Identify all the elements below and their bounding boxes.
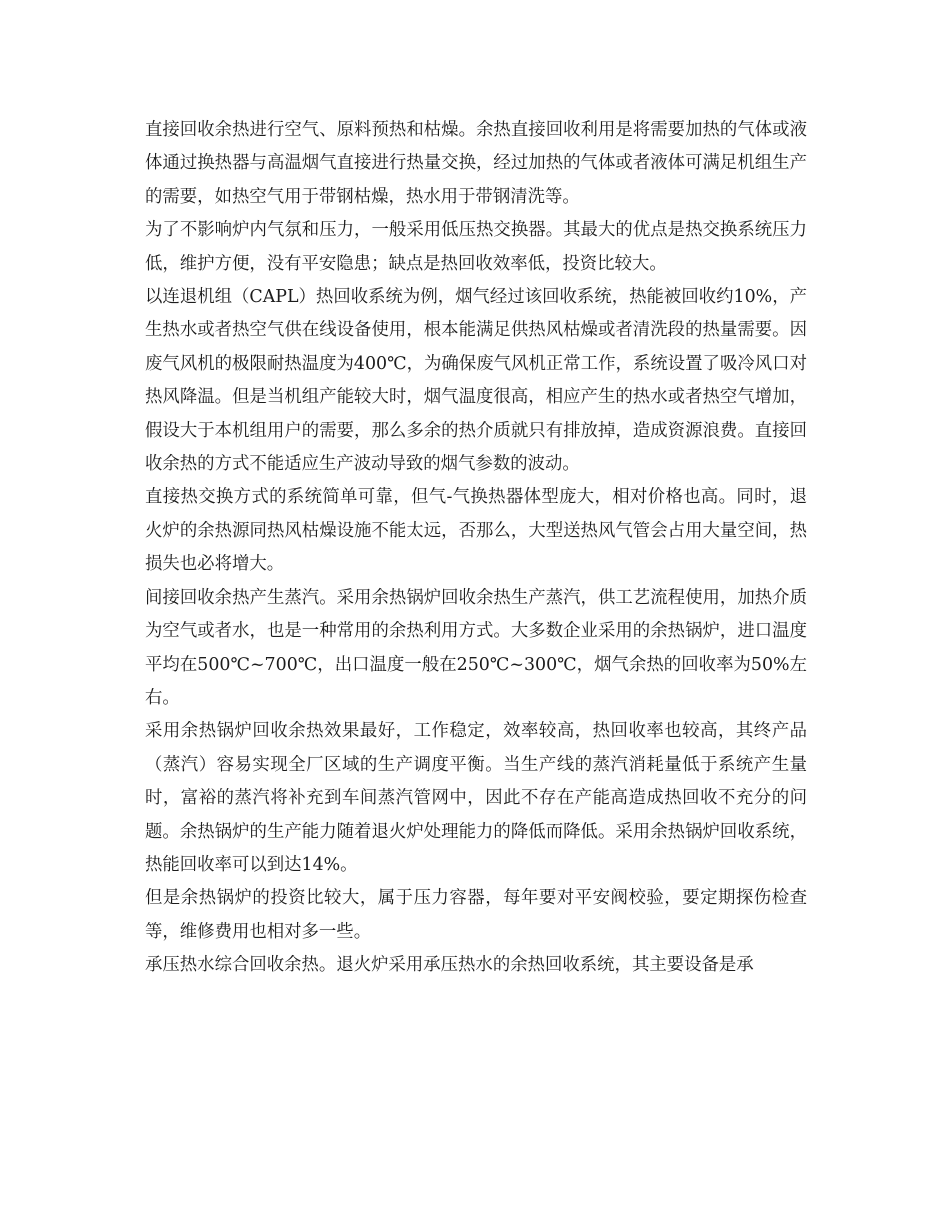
paragraph-direct-exchange-drawbacks: 直接热交换方式的系统简单可靠，但气-气换热器体型庞大，相对价格也高。同时，退火炉的余热源同热风枯燥设施不能太远，否那么，大型送热风气管会占用大量空间，热损失也必将增大。 (145, 487, 807, 575)
paragraph-indirect-steam: 间接回收余热产生蒸汽。采用余热锅炉回收余热生产蒸汽，供工艺流程使用，加热介质为空气或者水，也是一种常用的余热利用方式。大多数企业采用的余热锅炉，进口温度平均在500℃~700℃，出口温度一般在250℃~300℃，烟气余热的回收率为50%左右。 (145, 587, 807, 708)
paragraph-low-pressure-exchanger: 为了不影响炉内气氛和压力，一般采用低压热交换器。其最大的优点是热交换系统压力低，维护方便，没有平安隐患；缺点是热回收效率低，投资比较大。 (145, 220, 807, 274)
paragraph-capl-example: 以连退机组（CAPL）热回收系统为例，烟气经过该回收系统，热能被回收约10%，产生热水或者热空气供在线设备使用，根本能满足供热风枯燥或者清洗段的热量需要。因废气风机的极限耐热温度为400℃，为确保废气风机正常工作，系统设置了吸冷风口对热风降温。但是当机组产能较大时，烟气温度很高，相应产生的热水或者热空气增加，假设大于本机组用户的需要，那么多余的热介质就只有排放掉，造成资源浪费。直接回收余热的方式不能适应生产波动导致的烟气参数的波动。 (145, 287, 807, 475)
paragraph-pressurized-water: 承压热水综合回收余热。退火炉采用承压热水的余热回收系统，其主要设备是承 (145, 955, 754, 976)
document-body (145, 114, 807, 983)
paragraph-direct-recovery: 直接回收余热进行空气、原料预热和枯燥。余热直接回收利用是将需要加热的气体或液体通过换热器与高温烟气直接进行热量交换，经过加热的气体或者液体可满足机组生产的需要，如热空气用于带钢枯燥，热水用于带钢清洗等。 (145, 120, 807, 207)
paragraph-boiler-costs: 但是余热锅炉的投资比较大，属于压力容器，每年要对平安阀校验，要定期探伤检查等，维修费用也相对多一些。 (145, 888, 807, 942)
paragraph-boiler-advantages: 采用余热锅炉回收余热效果最好，工作稳定，效率较高，热回收率也较高，其终产品（蒸汽）容易实现全厂区域的生产调度平衡。当生产线的蒸汽消耗量低于系统产生量时，富裕的蒸汽将补充到车间蒸汽管网中，因此不存在产能高造成热回收不充分的问题。余热锅炉的生产能力随着退火炉处理能力的降低而降低。采用余热锅炉回收系统，热能回收率可以到达14%。 (145, 721, 807, 875)
